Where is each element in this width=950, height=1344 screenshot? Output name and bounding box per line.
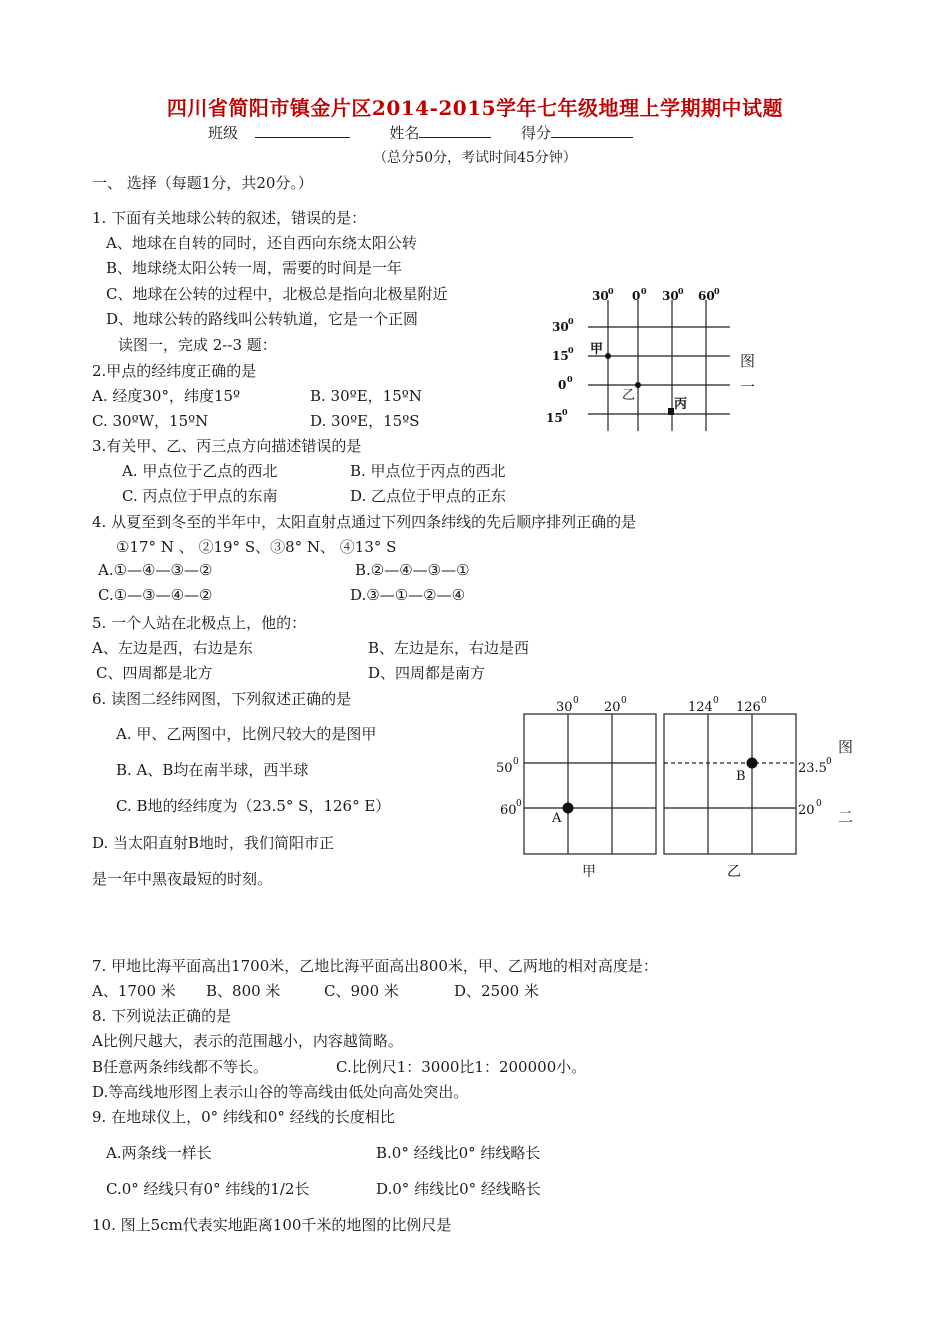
q2-option-d: D. 30ºE，15ºS xyxy=(310,412,420,430)
fig1-left-label-2: 15 xyxy=(552,349,569,363)
q5-option-d: D、四周都是南方 xyxy=(368,664,486,682)
fig2-deg: 0 xyxy=(513,757,519,767)
q1-option-b: B、地球绕太阳公转一周，需要的时间是一年 xyxy=(106,259,403,277)
fig2-yi-top-1: 124 xyxy=(688,700,713,715)
q6-option-c: C. B地的经纬度为（23.5° S，126° E） xyxy=(116,797,391,815)
q4-option-a: A.①—④—③—② xyxy=(98,561,213,579)
q1-option-c: C、地球在公转的过程中，北极总是指向北极星附近 xyxy=(106,285,448,303)
q5-option-b: B、左边是东，右边是西 xyxy=(368,639,530,657)
q9-option-b: B.0° 经线比0° 纬线略长 xyxy=(376,1144,541,1162)
q2-option-c: C. 30ºW，15ºN xyxy=(92,412,209,430)
point-b-label: B xyxy=(736,769,746,784)
point-bing-label: 丙 xyxy=(674,397,688,412)
fig1-left-label-4: 15 xyxy=(546,411,563,425)
fig1-left-label-3: 0 xyxy=(558,378,567,392)
q4-option-d: D.③—①—②—④ xyxy=(350,586,466,604)
fig1-deg: 0 xyxy=(568,345,574,355)
q2-option-b: B. 30ºE，15ºN xyxy=(310,387,422,405)
q1-option-a: A、地球在自转的同时，还自西向东绕太阳公转 xyxy=(106,234,417,252)
q8-option-d: D.等高线地形图上表示山谷的等高线由低处向高处突出。 xyxy=(92,1083,469,1101)
fig2-jia-top-1: 30 xyxy=(556,700,573,715)
q6-option-b: B. A、B均在南半球，西半球 xyxy=(116,761,309,779)
q7-option-d: D、2500 米 xyxy=(454,982,539,1000)
exam-note: （总分50分，考试时间45分钟） xyxy=(373,150,577,166)
fig1-top-label-4: 60 xyxy=(698,289,715,303)
fig1-intro: 读图一，完成 2--3 题： xyxy=(118,336,277,354)
fig1-top-label-2: 0 xyxy=(632,289,641,303)
fig2-deg: 0 xyxy=(761,696,767,706)
q2-stem: 2.甲点的经纬度正确的是 xyxy=(92,362,257,380)
q5-option-c: C、四周都是北方 xyxy=(96,664,213,682)
fig2-yi-caption: 乙 xyxy=(727,864,741,880)
page-title: 四川省简阳市镇金片区2014-2015学年七年级地理上学期期中试题 xyxy=(166,96,784,120)
section-heading: 一、 选择（每题1分，共20分。） xyxy=(92,174,313,192)
fig2-deg: 0 xyxy=(713,696,719,706)
fig2-yi-right-1: 23.5 xyxy=(798,761,827,776)
q9-option-d: D.0° 纬线比0° 经线略长 xyxy=(376,1180,541,1198)
fig2-yi-top-2: 126 xyxy=(736,700,761,715)
q3-stem: 3.有关甲、乙、丙三点方向描述错误的是 xyxy=(92,437,362,455)
figure-1-grid xyxy=(540,286,770,436)
figure-2-grids xyxy=(490,694,870,884)
q1-stem: 1. 下面有关地球公转的叙述，错误的是： xyxy=(92,209,367,227)
fig2-deg: 0 xyxy=(516,799,522,809)
q6-option-a: A. 甲、乙两图中，比例尺较大的是图甲 xyxy=(116,725,377,743)
q4-stem: 4. 从夏至到冬至的半年中，太阳直射点通过下列四条纬线的先后顺序排列正确的是 xyxy=(92,513,637,531)
q7-option-b: B、800 米 xyxy=(206,982,281,1000)
fig2-jia-caption: 甲 xyxy=(582,864,596,880)
point-b-marker xyxy=(747,758,758,769)
fig1-deg: 0 xyxy=(641,286,647,296)
q5-option-a: A、左边是西，右边是东 xyxy=(92,639,253,657)
fig1-deg: 0 xyxy=(714,286,720,296)
fig1-caption-2: 一 xyxy=(740,378,756,396)
q8-option-b: B任意两条纬线都不等长。 xyxy=(92,1058,269,1076)
point-yi-label: 乙 xyxy=(622,388,636,403)
point-a-marker xyxy=(563,803,574,814)
point-yi-marker xyxy=(635,382,641,388)
point-jia-label: 甲 xyxy=(590,342,604,357)
fig2-jia-left-1: 50 xyxy=(496,761,513,776)
fig2-jia-grid xyxy=(524,714,656,854)
fig1-left-label-1: 30 xyxy=(552,320,569,334)
q3-option-b: B. 甲点位于丙点的西北 xyxy=(350,462,506,480)
q9-option-a: A.两条线一样长 xyxy=(106,1144,212,1162)
q10-stem: 10. 图上5cm代表实地距离100千米的地图的比例尺是 xyxy=(92,1216,452,1234)
q2-option-a: A. 经度30°，纬度15º xyxy=(92,387,241,405)
point-jia-marker xyxy=(605,353,611,359)
q1-option-d: D、地球公转的路线叫公转轨道，它是一个正圆 xyxy=(106,310,419,328)
point-a-label: A xyxy=(552,811,562,826)
fig2-deg: 0 xyxy=(816,799,822,809)
q3-option-a: A. 甲点位于乙点的西北 xyxy=(122,462,278,480)
student-info-line xyxy=(208,122,633,143)
fig2-deg: 0 xyxy=(621,696,627,706)
fig2-jia-left-2: 60 xyxy=(500,803,517,818)
fig1-deg: 0 xyxy=(608,286,614,296)
class-blank[interactable] xyxy=(255,123,350,138)
q8-stem: 8. 下列说法正确的是 xyxy=(92,1007,232,1025)
q3-option-c: C. 丙点位于甲点的东南 xyxy=(122,487,278,505)
fig2-deg: 0 xyxy=(573,696,579,706)
q3-option-d: D. 乙点位于甲点的正东 xyxy=(350,487,507,505)
fig1-deg: 0 xyxy=(568,316,574,326)
q4-option-c: C.①—③—④—② xyxy=(98,586,213,604)
q6-option-d-line1: D. 当太阳直射B地时，我们简阳市正 xyxy=(92,834,335,852)
q7-option-c: C、900 米 xyxy=(324,982,399,1000)
fig1-top-label-1: 30 xyxy=(592,289,609,303)
score-label: 得分 xyxy=(520,124,551,142)
class-label: 班级 xyxy=(208,124,239,142)
fig2-caption-1: 图 xyxy=(838,738,854,756)
name-blank[interactable] xyxy=(419,123,491,138)
q7-stem: 7. 甲地比海平面高出1700米，乙地比海平面高出800米，甲、乙两地的相对高度是： xyxy=(92,957,658,975)
q8-option-c: C.比例尺1：3000比1：200000小。 xyxy=(336,1058,587,1076)
fig2-yi-grid xyxy=(664,714,796,854)
q5-stem: 5. 一个人站在北极点上，他的： xyxy=(92,614,307,632)
fig1-deg: 0 xyxy=(562,407,568,417)
q6-stem: 6. 读图二经纬网图，下列叙述正确的是 xyxy=(92,690,352,708)
q4-items: ①17° N 、 ②19° S、③8° N、 ④13° S xyxy=(116,538,397,556)
name-label: 姓名 xyxy=(389,124,420,142)
fig2-caption-2: 二 xyxy=(838,808,854,826)
q6-option-d-line2: 是一年中黑夜最短的时刻。 xyxy=(92,870,273,888)
fig2-jia-top-2: 20 xyxy=(604,700,621,715)
q9-option-c: C.0° 经线只有0° 纬线的1/2长 xyxy=(106,1180,310,1198)
fig1-caption-1: 图 xyxy=(740,352,756,370)
q7-option-a: A、1700 米 xyxy=(92,982,176,1000)
q4-option-b: B.②—④—③—① xyxy=(355,561,470,579)
fig2-yi-right-2: 20 xyxy=(798,803,815,818)
score-blank[interactable] xyxy=(551,123,633,138)
fig1-deg: 0 xyxy=(567,374,573,384)
fig1-top-label-3: 30 xyxy=(662,289,679,303)
q9-stem: 9. 在地球仪上，0° 纬线和0° 经线的长度相比 xyxy=(92,1108,395,1126)
q8-option-a: A比例尺越大，表示的范围越小，内容越简略。 xyxy=(92,1032,403,1050)
fig2-deg: 0 xyxy=(826,757,832,767)
fig1-deg: 0 xyxy=(678,286,684,296)
